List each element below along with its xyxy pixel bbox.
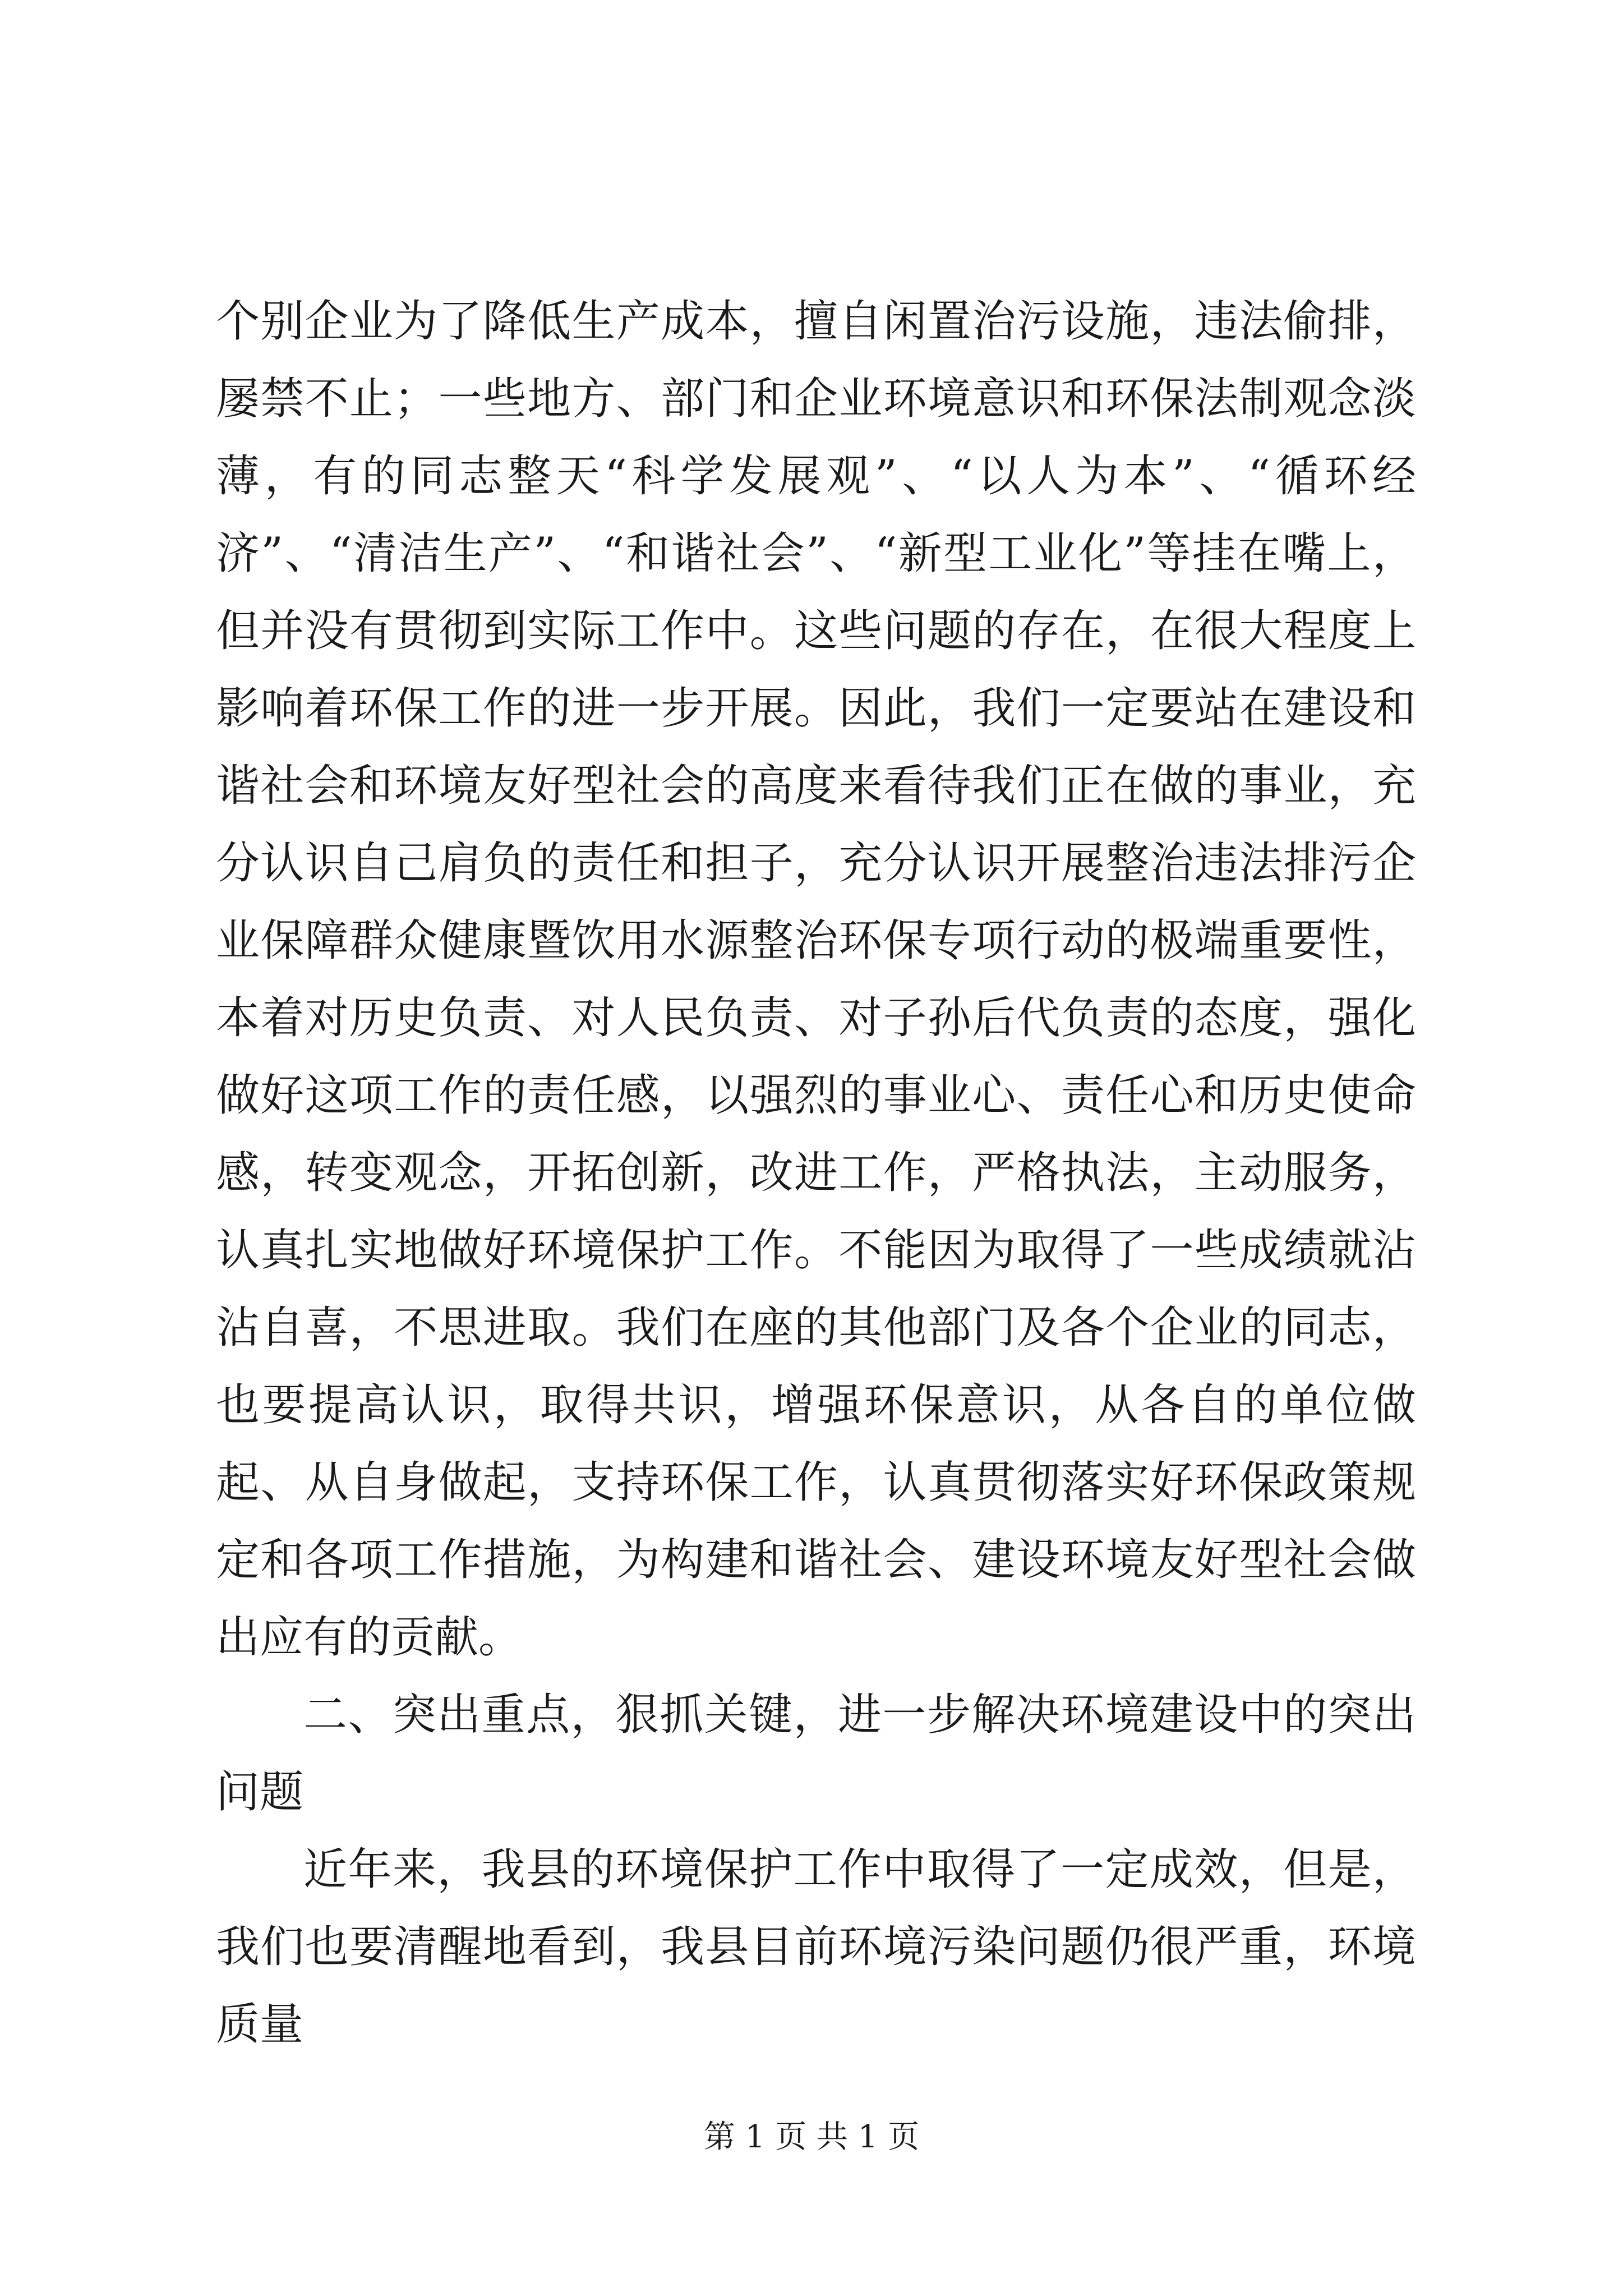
page-number: 第 1 页 共 1 页 — [703, 2119, 920, 2155]
body-paragraph: 近年来，我县的环境保护工作中取得了一定成效，但是，我们也要清醒地看到，我县目前环境污染问题仍很严重，环境质量 — [216, 1844, 1416, 2050]
body-paragraph: 个别企业为了降低生产成本，擅自闲置治污设施，违法偷排，屡禁不止；一些地方、部门和企业环境意识和环保法制观念淡薄，有的同志整天“科学发展观”、“以人为本”、“循环经济”、“清洁生产”、“和谐社会”、“新型工业化”等挂在嘴上，但并没有贯彻到实际工作中。这些问题的存在，在很大程度上影响着环保工作的进一步开展。因此，我们一定要站在建设和谐社会和环境友好型社会的高度来看待我们正在做的事业，充分认识自己肩负的责任和担子，充分认识开展整治违法排污企业保障群众健康暨饮用水源整治环保专项行动的极端重要性，本着对历史负责、对人民负责、对子孙后代负责的态度，强化做好这项工作的责任感，以强烈的事业心、责任心和历史使命感，转变观念，开拓创新，改进工作，严格执法，主动服务，认真扎实地做好环境保护工作。不能因为取得了一些成绩就沾沾自喜，不思进取。我们在座的其他部门及各个企业的同志，也要提高认识，取得共识，增强环保意识，从各自的单位做起、从自身做起，支持环保工作，认真贯彻落实好环保政策规定和各项工作措施，为构建和谐社会、建设环境友好型社会做出应有的贡献。 — [216, 296, 1416, 1663]
page-footer — [0, 2118, 1623, 2157]
document-body — [216, 283, 1416, 2063]
section-heading: 二、突出重点，狠抓关键，进一步解决环境建设中的突出问题 — [216, 1690, 1416, 1818]
